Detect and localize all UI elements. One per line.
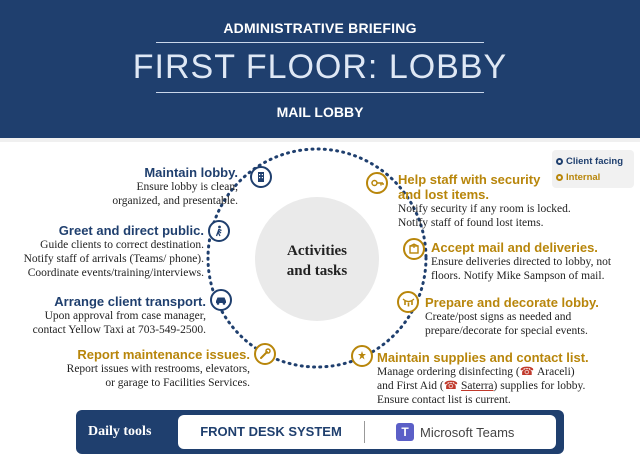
legend-internal-label: Internal (566, 172, 601, 183)
task-title: Accept mail and deliveries. (431, 240, 598, 255)
task-desc: Upon approval from case manager, (44, 310, 206, 322)
header-top-label: ADMINISTRATIVE BRIEFING (223, 20, 417, 36)
task-desc: Ensure deliveries directed to lobby, not (431, 256, 612, 268)
task-maintain-lobby (0, 165, 238, 208)
task-desc: Notify staff of arrivals (Teams/ phone). (23, 253, 204, 265)
wrench-icon (254, 343, 276, 365)
task-desc: Create/post signs as needed and (425, 311, 572, 323)
daily-tools-label: Daily tools (88, 424, 152, 439)
task-desc: Guide clients to correct destination. (40, 239, 204, 251)
contact-name: Saterra (460, 380, 494, 392)
center-label: Activities and tasks (286, 243, 348, 279)
task-desc: Ensure lobby is clean, (136, 181, 238, 193)
teams-logo-icon: T (396, 423, 414, 441)
task-title: Report maintenance issues. (77, 347, 250, 362)
decoration-icon (397, 291, 419, 313)
task-desc: Manage ordering disinfecting (☎ Araceli) (377, 366, 575, 378)
task-desc: prepare/decorate for special events. (425, 325, 588, 337)
tools-box (178, 415, 556, 449)
task-prepare-decorate (425, 295, 639, 338)
walking-person-icon (208, 220, 230, 242)
task-desc: or garage to Facilities Services. (105, 377, 250, 389)
car-icon (210, 289, 232, 311)
key-icon (366, 172, 388, 194)
task-desc: floors. Notify Mike Sampson of mail. (431, 270, 605, 282)
task-desc: Notify staff of found lost items. (398, 217, 544, 229)
building-icon (250, 166, 272, 188)
daily-tools-bar (76, 410, 564, 454)
page-subtitle: MAIL LOBBY (276, 104, 364, 120)
task-report-maintenance (0, 347, 250, 390)
teams-label: Microsoft Teams (420, 424, 515, 440)
phone-icon: ☎ (519, 366, 535, 378)
task-desc: Notify security if any room is locked. (398, 203, 571, 215)
task-desc: Ensure contact list is current. (377, 394, 511, 406)
task-arrange-transport (0, 294, 206, 337)
task-desc: and First Aid (☎ Saterra) supplies for lobby. (377, 380, 586, 392)
task-title: Help staff with security (398, 172, 541, 187)
phone-icon: ☎ (443, 380, 459, 392)
task-title: Prepare and decorate lobby. (425, 295, 599, 310)
tools-divider (364, 421, 365, 443)
task-title: Greet and direct public. (58, 223, 204, 238)
task-title: Maintain supplies and contact list. (377, 350, 589, 365)
task-desc: organized, and presentable. (112, 195, 238, 207)
task-title: and lost items. (398, 187, 490, 202)
task-title: Arrange client transport. (54, 294, 206, 309)
task-maintain-supplies (377, 350, 639, 407)
task-desc: Report issues with restrooms, elevators, (66, 363, 250, 375)
task-accept-mail (431, 240, 639, 283)
page-title: FIRST FLOOR: LOBBY (132, 48, 508, 86)
task-desc: contact Yellow Taxi at 703-549-2500. (32, 324, 206, 336)
legend-client-label: Client facing (566, 156, 624, 167)
task-desc: Coordinate events/training/interviews. (27, 267, 204, 279)
contact-name: Araceli (536, 366, 571, 378)
task-title: Maintain lobby. (144, 165, 238, 180)
front-desk-system-link[interactable]: FRONT DESK SYSTEM (200, 424, 342, 439)
package-icon (403, 238, 425, 260)
task-security-lost-items (398, 172, 638, 230)
microsoft-teams-link[interactable] (396, 415, 514, 449)
supplies-icon (351, 345, 373, 367)
task-greet-public (0, 223, 204, 280)
